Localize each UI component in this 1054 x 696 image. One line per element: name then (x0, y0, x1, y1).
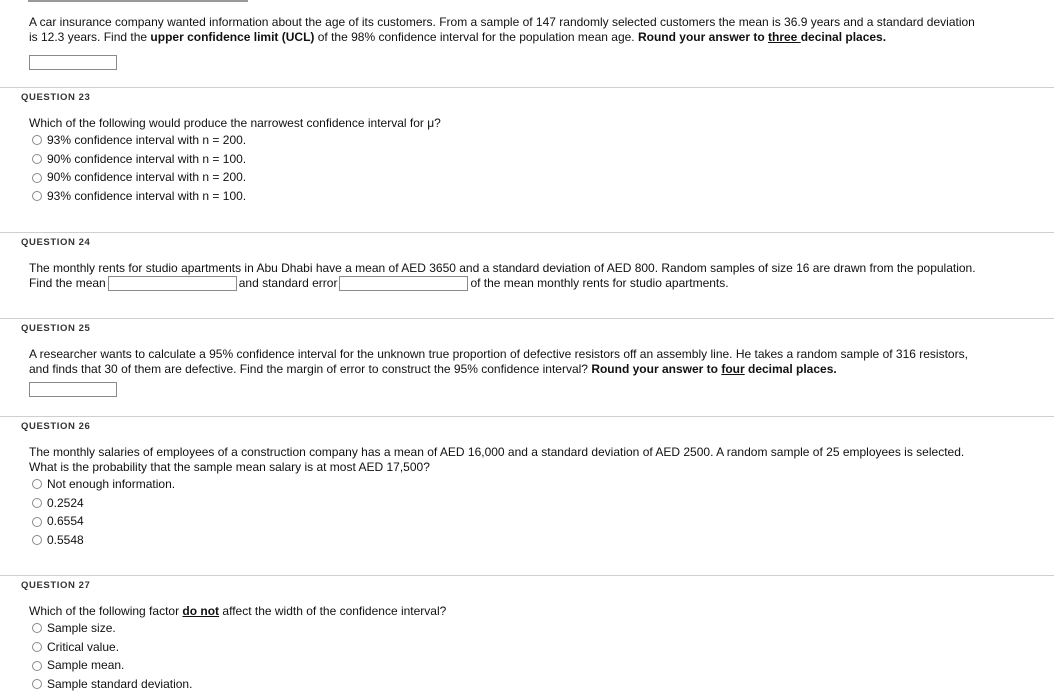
question-27 (0, 575, 1054, 694)
question-24-header: QUESTION 24 (0, 232, 1054, 255)
question-26-prompt: The monthly salaries of employees of a construction company has a mean of AED 16,000 and a standard deviation of AED 2500. A random sample of 25 employees is selected. What is the probability that the sample mean salary is at most AED 17,500? (29, 445, 965, 474)
question-23-header: QUESTION 23 (0, 87, 1054, 110)
option[interactable]: 93% confidence interval with n = 200. (32, 131, 980, 150)
question-22-text: A car insurance company wanted information about the age of its customers. From a sample of 147 randomly selected customers the mean is 36.9 years and a standard deviation is 12.3 years. Find the upper confidence limit (UCL) of the 98% confidence interval for the population mean age. Round your answer to three decinal places. (29, 15, 975, 44)
question-22 (0, 15, 1054, 70)
answer-input-q22[interactable] (29, 55, 117, 70)
radio-button[interactable] (32, 173, 42, 183)
option[interactable]: 90% confidence interval with n = 200. (32, 168, 980, 187)
radio-button[interactable] (32, 679, 42, 689)
mean-input[interactable] (108, 276, 237, 291)
radio-button[interactable] (32, 154, 42, 164)
question-24-body (0, 261, 1054, 291)
question-23-body (0, 116, 1054, 206)
previous-question-edge (28, 0, 248, 2)
option[interactable]: 90% confidence interval with n = 100. (32, 150, 980, 169)
question-22-body (0, 15, 1054, 70)
radio-button[interactable] (32, 535, 42, 545)
question-23 (0, 87, 1054, 206)
question-26-header: QUESTION 26 (0, 416, 1054, 439)
radio-button[interactable] (32, 661, 42, 671)
radio-button[interactable] (32, 191, 42, 201)
radio-button[interactable] (32, 498, 42, 508)
option[interactable]: Sample standard deviation. (32, 675, 980, 694)
option[interactable]: Critical value. (32, 638, 980, 657)
radio-button[interactable] (32, 517, 42, 527)
answer-input-q25[interactable] (29, 382, 117, 397)
radio-button[interactable] (32, 135, 42, 145)
question-24-text: The monthly rents for studio apartments in Abu Dhabi have a mean of AED 3650 and a standard deviation of AED 800. Random samples of size 16 are drawn from the population. Find the mean and standard error of the mean monthly rents for studio apartments. (29, 261, 976, 290)
option[interactable]: 93% confidence interval with n = 100. (32, 187, 980, 206)
question-25-body (0, 347, 1054, 397)
option[interactable]: Not enough information. (32, 475, 980, 494)
question-26-body (0, 445, 1054, 550)
option[interactable]: 0.2524 (32, 494, 980, 513)
option[interactable]: 0.6554 (32, 512, 980, 531)
option[interactable]: 0.5548 (32, 531, 980, 550)
question-27-body (0, 604, 1054, 694)
question-27-prompt: Which of the following factor do not affect the width of the confidence interval? (29, 604, 447, 618)
standard-error-input[interactable] (339, 276, 468, 291)
radio-button[interactable] (32, 479, 42, 489)
question-25 (0, 318, 1054, 397)
radio-button[interactable] (32, 623, 42, 633)
question-25-header: QUESTION 25 (0, 318, 1054, 341)
question-26 (0, 416, 1054, 550)
option[interactable]: Sample mean. (32, 656, 980, 675)
radio-button[interactable] (32, 642, 42, 652)
question-23-prompt: Which of the following would produce the narrowest confidence interval for μ? (29, 116, 441, 130)
question-25-text: A researcher wants to calculate a 95% confidence interval for the unknown true proportion of defective resistors off an assembly line. He takes a random sample of 316 resistors, and finds that 30 of them are defective. Find the margin of error to construct the 95% confidence interval? Round your answer to four decimal places. (29, 347, 968, 376)
question-27-header: QUESTION 27 (0, 575, 1054, 598)
option[interactable]: Sample size. (32, 619, 980, 638)
question-24 (0, 232, 1054, 291)
